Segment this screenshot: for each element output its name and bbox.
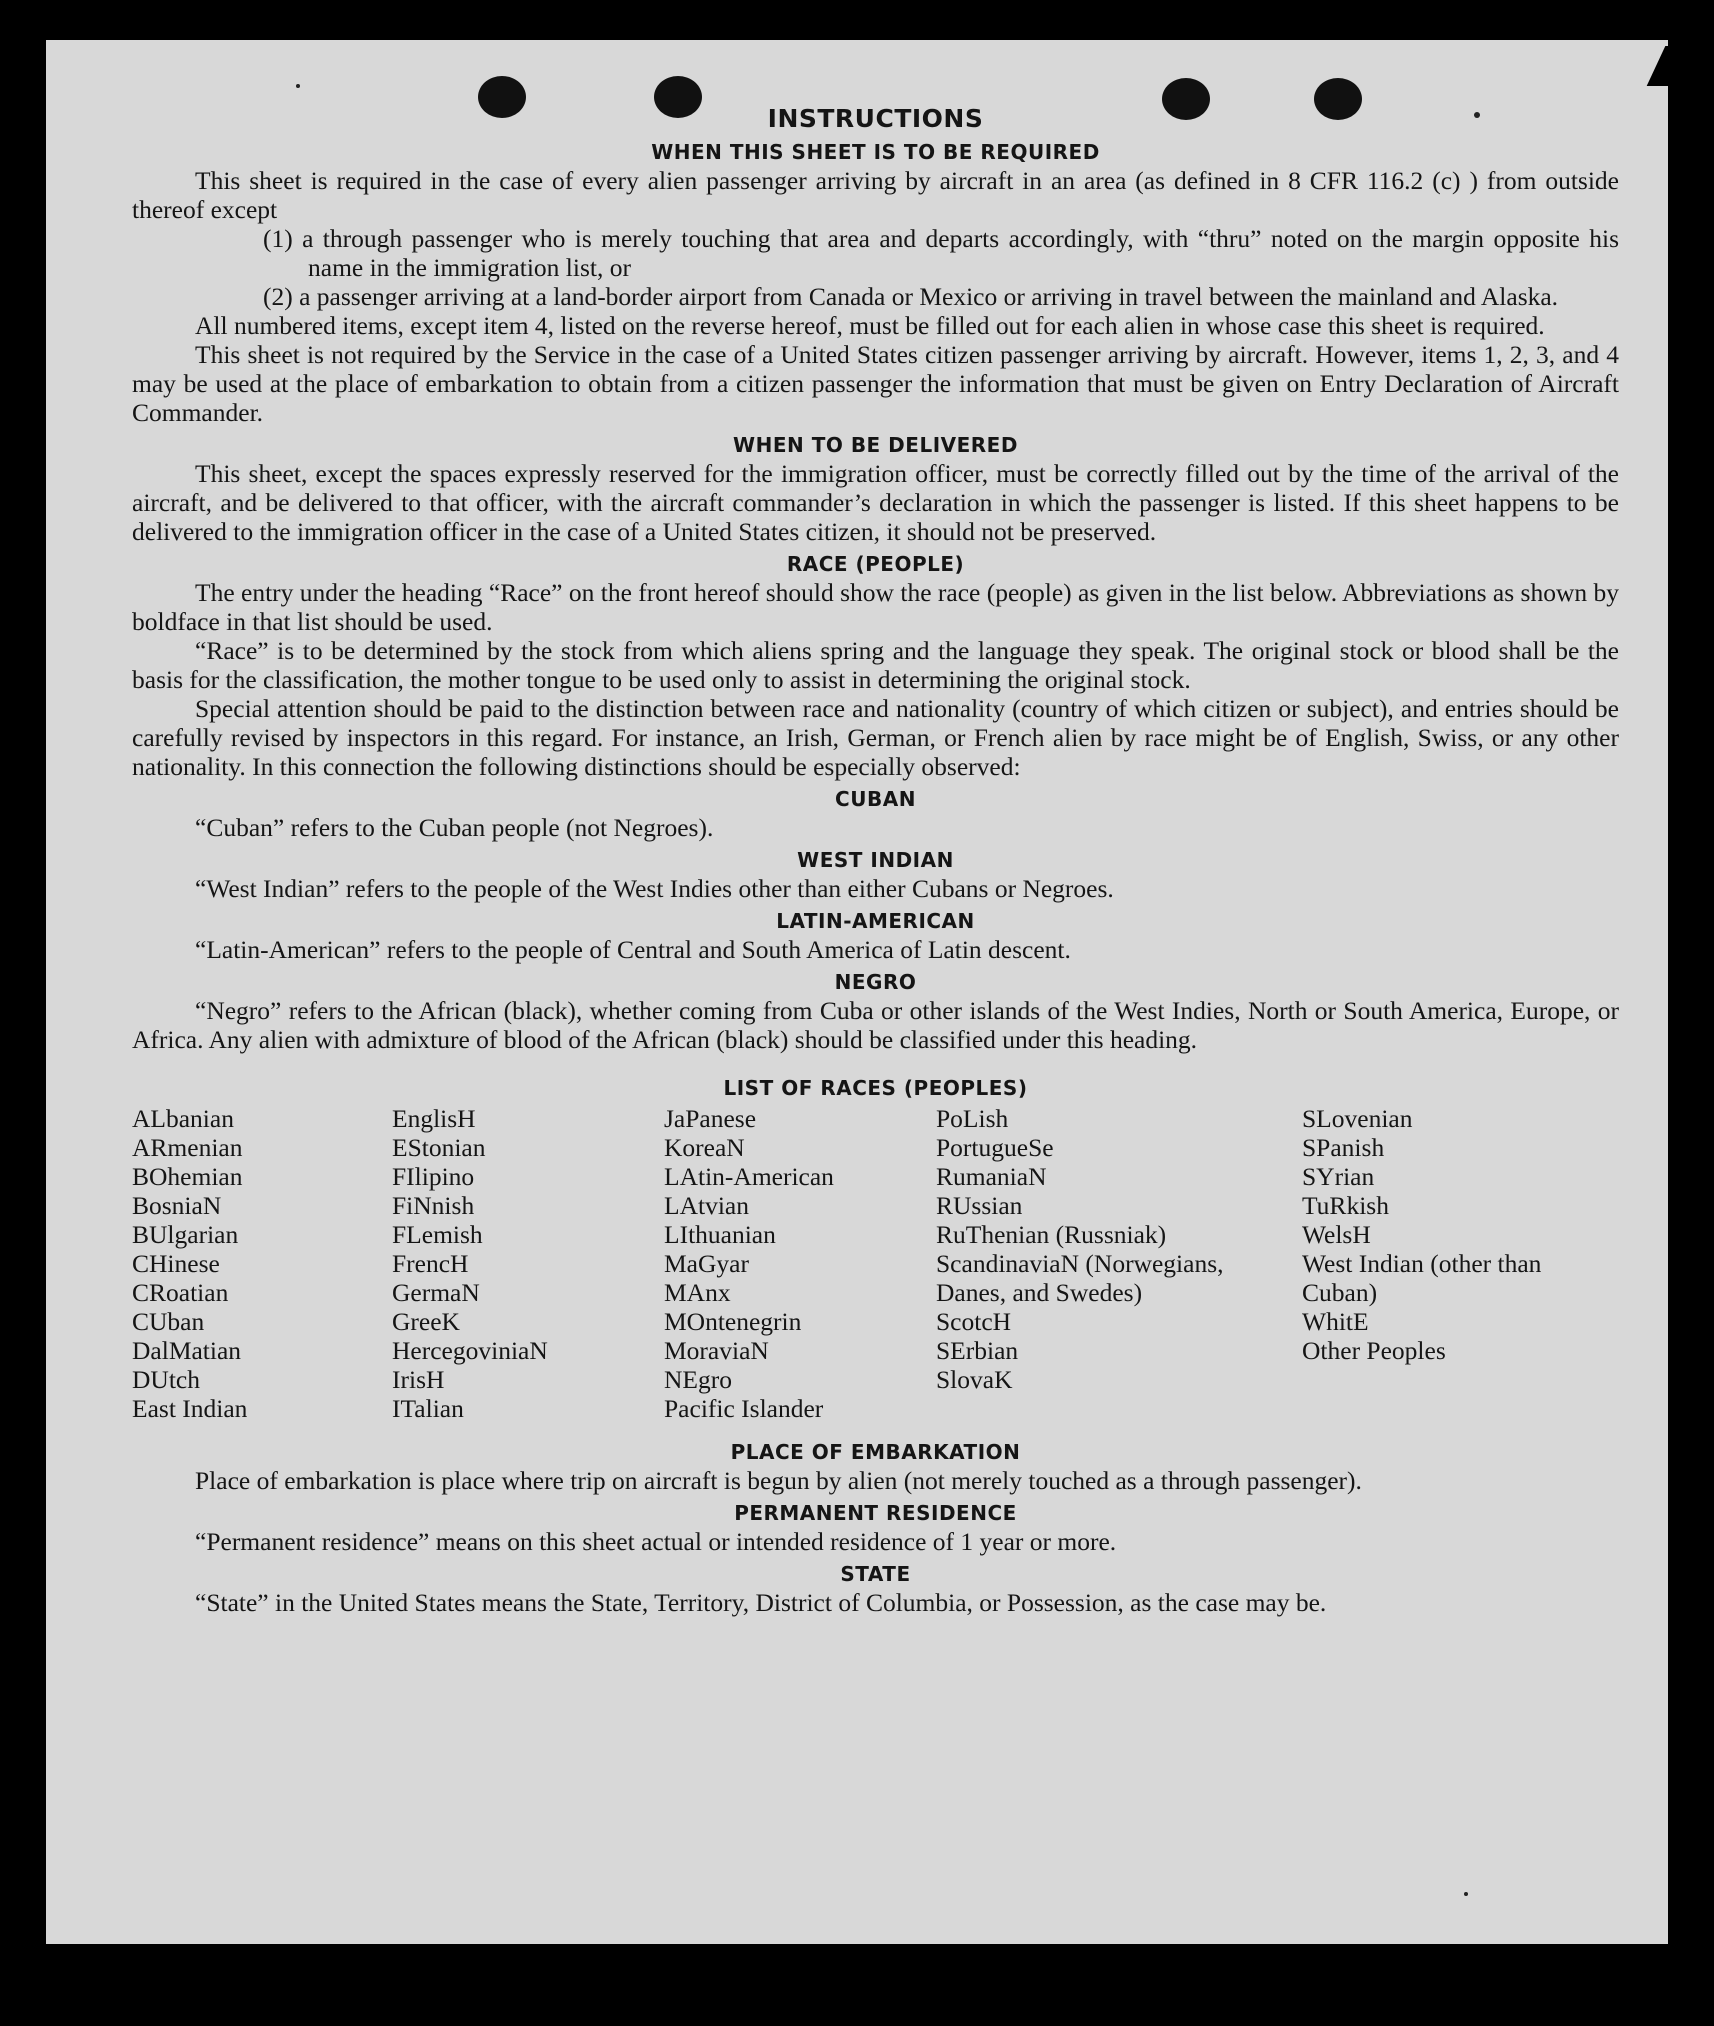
race-entry: GreeK (392, 1307, 460, 1336)
paragraph: “West Indian” refers to the people of the West Indies other than either Cubans or Negroes. (195, 874, 1114, 903)
race-entry: FiNnish (392, 1191, 475, 1220)
race-entry: BUlgarian (132, 1220, 239, 1249)
instructions-body (132, 104, 1619, 1617)
race-entry: FrencH (392, 1249, 469, 1278)
paragraph: “Race” is to be determined by the stock from which aliens spring and the language they speak. The original stock or blood shall be the basis for the classification, the mother tongue to be used only to assist in determining the original stock. (132, 636, 1619, 694)
race-column-2 (392, 1104, 652, 1423)
paragraph: “Negro” refers to the African (black), whether coming from Cuba or other islands of the West Indies, North or South America, Europe, or Africa. Any alien with admixture of blood of the African (black) should be classified under this heading. (132, 996, 1619, 1054)
race-entry: LIthuanian (664, 1220, 776, 1249)
exception-item-1: (1) a through passenger who is merely touching that area and departs accordingly, with “thru” noted on the margin opposite his name in the immigration list, or (263, 224, 1619, 282)
document-sheet (46, 40, 1668, 1944)
race-entry: GermaN (392, 1278, 480, 1307)
paragraph: Special attention should be paid to the distinction between race and nationality (country of which citizen or subject), and entries should be carefully revised by inspectors in this regard. For instance, an Irish, German, or French alien by race might be of English, Swiss, or any other nationality. In this connection the following distinctions should be especially observed: (132, 694, 1619, 781)
race-entry: NEgro (664, 1365, 732, 1394)
race-entry: SLovenian (1302, 1104, 1413, 1133)
race-entry: IrisH (392, 1365, 445, 1394)
race-entry: SPanish (1302, 1133, 1385, 1162)
race-entry: SYrian (1302, 1162, 1375, 1191)
paragraph: This sheet is required in the case of every alien passenger arriving by aircraft in an area (as defined in 8 CFR 116.2 (c) ) from outside thereof except (132, 166, 1619, 224)
race-entry: BosniaN (132, 1191, 222, 1220)
race-entry: EStonian (392, 1133, 486, 1162)
race-column-5 (1302, 1104, 1602, 1365)
race-entry: LAtin-American (664, 1162, 834, 1191)
paragraph: All numbered items, except item 4, listed on the reverse hereof, must be filled out for each alien in whose case this sheet is required. (195, 311, 1545, 340)
race-entry: RuThenian (Russniak) (936, 1220, 1167, 1249)
race-entry: MoraviaN (664, 1336, 769, 1365)
exception-item-2: (2) a passenger arriving at a land-border airport from Canada or Mexico or arriving in travel between the mainland and Alaska. (263, 282, 1559, 311)
race-entry: ITalian (392, 1394, 464, 1423)
race-entry: KoreaN (664, 1133, 745, 1162)
heading-negro: NEGRO (834, 970, 917, 994)
page-corner-fold (1647, 46, 1692, 86)
race-column-1 (132, 1104, 382, 1423)
race-entry: WelsH (1302, 1220, 1371, 1249)
paragraph: The entry under the heading “Race” on the front hereof should show the race (people) as given in the list below. Abbreviations as shown by boldface in that list should be used. (132, 578, 1619, 636)
race-entry: BOhemian (132, 1162, 243, 1191)
paragraph: “State” in the United States means the State, Territory, District of Columbia, or Possession, as the case may be. (195, 1588, 1327, 1617)
race-entry: ScandinaviaN (Norwegians, Danes, and Swedes) (936, 1249, 1224, 1307)
heading-latin-american: LATIN-AMERICAN (776, 909, 975, 933)
race-entry: WhitE (1302, 1307, 1369, 1336)
race-entry: FLemish (392, 1220, 483, 1249)
paragraph: “Cuban” refers to the Cuban people (not Negroes). (195, 813, 714, 842)
paragraph: “Permanent residence” means on this sheet actual or intended residence of 1 year or more. (195, 1527, 1117, 1556)
race-entry: MAnx (664, 1278, 731, 1307)
race-entry: EnglisH (392, 1104, 476, 1133)
race-entry: ARmenian (132, 1133, 243, 1162)
race-entry: DalMatian (132, 1336, 242, 1365)
race-entry: East Indian (132, 1394, 248, 1423)
race-entry: West Indian (other than Cuban) (1302, 1249, 1542, 1307)
race-entry: HercegoviniaN (392, 1336, 548, 1365)
race-entry: SErbian (936, 1336, 1019, 1365)
race-entry: CUban (132, 1307, 205, 1336)
race-entry: PoLish (936, 1104, 1009, 1133)
heading-cuban: CUBAN (835, 787, 916, 811)
ink-speck (1464, 1892, 1468, 1896)
race-entry: ScotcH (936, 1307, 1012, 1336)
heading-when-delivered: WHEN TO BE DELIVERED (733, 433, 1018, 457)
ink-speck (296, 84, 300, 88)
race-entry: CHinese (132, 1249, 220, 1278)
race-entry: FIlipino (392, 1162, 475, 1191)
race-entry: MaGyar (664, 1249, 749, 1278)
race-entry: Other Peoples (1302, 1336, 1446, 1365)
race-entry: CRoatian (132, 1278, 229, 1307)
heading-state: STATE (840, 1562, 911, 1586)
heading-when-required: WHEN THIS SHEET IS TO BE REQUIRED (651, 140, 1100, 164)
paragraph: “Latin-American” refers to the people of Central and South America of Latin descent. (195, 935, 1071, 964)
race-column-3 (664, 1104, 926, 1423)
race-column-4 (936, 1104, 1256, 1394)
race-entry: ALbanian (132, 1104, 234, 1133)
race-entry: RUssian (936, 1191, 1023, 1220)
race-entry: RumaniaN (936, 1162, 1047, 1191)
paragraph: This sheet, except the spaces expressly reserved for the immigration officer, must be correctly filled out by the time of the arrival of the aircraft, and be delivered to that officer, with the aircraft commander’s declaration in which the passenger is listed. If this sheet happens to be delivered to the immigration officer in the case of a United States citizen, it should not be preserved. (132, 459, 1619, 546)
race-entry: Pacific Islander (664, 1394, 824, 1423)
race-entry: JaPanese (664, 1104, 757, 1133)
heading-west-indian: WEST INDIAN (797, 848, 954, 872)
paragraph: Place of embarkation is place where trip on aircraft is begun by alien (not merely touched as a through passenger). (195, 1466, 1362, 1495)
heading-permanent-residence: PERMANENT RESIDENCE (734, 1501, 1017, 1525)
race-entry: PortugueSe (936, 1133, 1054, 1162)
race-entry: SlovaK (936, 1365, 1013, 1394)
race-entry: TuRkish (1302, 1191, 1389, 1220)
paragraph: This sheet is not required by the Service in the case of a United States citizen passenger arriving by aircraft. However, items 1, 2, 3, and 4 may be used at the place of embarkation to obtain from a citizen passenger the information that must be given on Entry Declaration of Aircraft Commander. (132, 340, 1619, 427)
heading-place-of-embarkation: PLACE OF EMBARKATION (730, 1440, 1021, 1464)
race-entry: DUtch (132, 1365, 200, 1394)
race-list (132, 1104, 1619, 1434)
heading-race: RACE (PEOPLE) (786, 552, 965, 576)
page-title: INSTRUCTIONS (767, 104, 984, 133)
heading-list-of-races: LIST OF RACES (PEOPLES) (723, 1076, 1028, 1100)
race-entry: MOntenegrin (664, 1307, 802, 1336)
race-entry: LAtvian (664, 1191, 749, 1220)
